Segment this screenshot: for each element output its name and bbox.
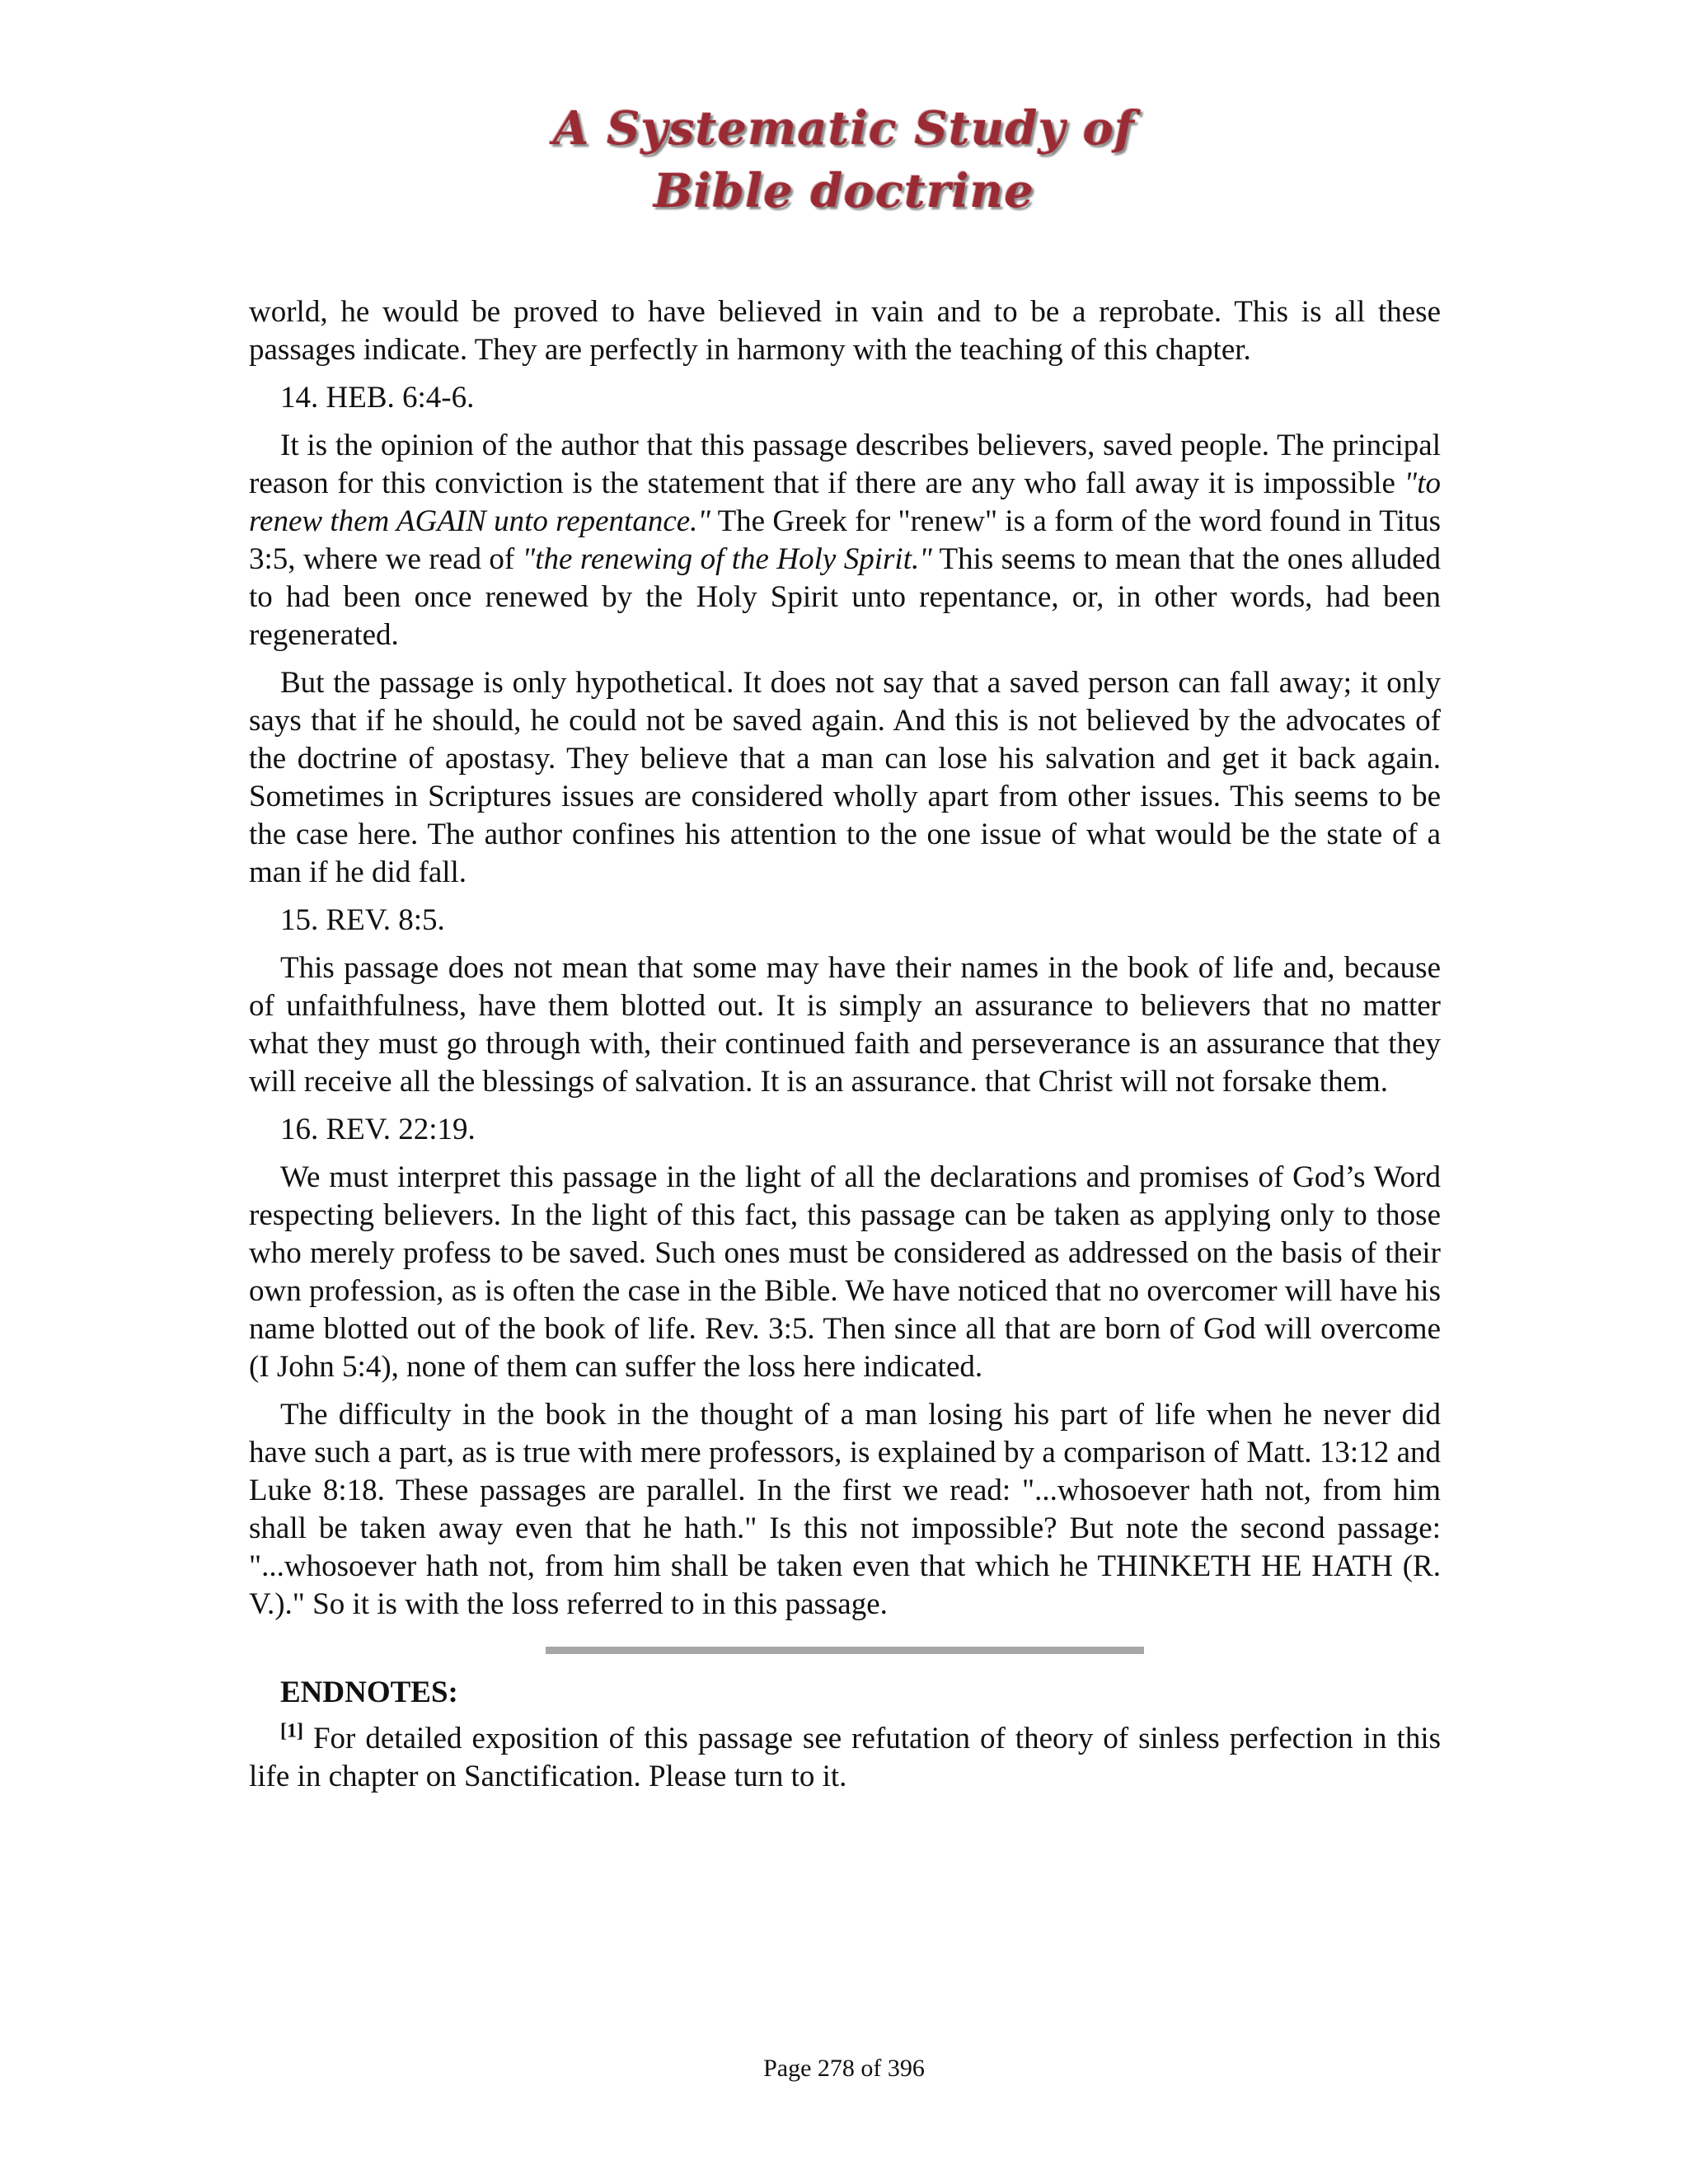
title-banner (0, 97, 1688, 223)
banner-line-1: A Systematic Study of (553, 101, 1135, 156)
banner-line-2: Bible doctrine (654, 164, 1034, 218)
paragraph-book-of-life: This passage does not mean that some may have their names in the book of life and, because of unfaithfulness, have them blotted out. It is simply an assurance to believers that no matter what they must go through with, their continued faith and perseverance is an assurance that they will receive all the blessings of salvation. It is an assurance. that Christ will not forsake them. (249, 951, 1441, 1099)
page-number: Page 278 of 396 (763, 2055, 925, 2082)
quote-italic: "the renewing of the Holy Spirit." (522, 542, 932, 576)
section-heading-15: 15. REV. 8:5. (280, 903, 445, 937)
paragraph-continuation: world, he would be proved to have believed in vain and to be a reprobate. This is all these passages indicate. They are perfectly in harmony with the teaching of this chapter. (249, 295, 1441, 367)
paragraph-text: It is the opinion of the author that this passage describes believers, saved people. The principal reason for this conviction is the statement that if there are any who fall away it is impossible (249, 429, 1441, 500)
endnote-text: For detailed exposition of this passage see refutation of theory of sinless perfection in this life in chapter on Sanctification. Please turn to it. (249, 1722, 1441, 1793)
horizontal-divider (546, 1647, 1144, 1654)
endnotes-heading: ENDNOTES: (280, 1675, 458, 1709)
section-heading-14: 14. HEB. 6:4-6. (280, 381, 475, 415)
paragraph-heb-opinion (249, 427, 1441, 654)
paragraph-interpret: We must interpret this passage in the light of all the declarations and promises of God’s Word respecting believers. In the light of this fact, this passage can be taken as applying only to those who merely profess to be saved. Such ones must be considered as addressed on the basis of their own profession, as is often the case in the Bible. We have noticed that no overcomer will have his name blotted out of the book of life. Rev. 3:5. Then since all that are born of God will overcome (I John 5:4), none of them can suffer the loss here indicated. (249, 1160, 1441, 1384)
paragraph-text: This seems to mean that the ones alluded to had been once renewed by the Holy Spirit unto repentance, or, in other words, had been regenerated. (249, 542, 1441, 652)
page-body (249, 293, 1441, 1806)
paragraph-text: The Greek for "renew" is a form of the word found in Titus 3:5, where we read of (249, 504, 1441, 576)
section-heading-16: 16. REV. 22:19. (280, 1113, 476, 1146)
endnote-marker-link[interactable]: [1] (280, 1720, 303, 1742)
quote-italic: "to renew them AGAIN unto repentance." (249, 466, 1441, 538)
endnote-1 (249, 1720, 1441, 1796)
paragraph-difficulty: The difficulty in the book in the thought of a man losing his part of life when he never did have such a part, as is true with mere professors, is explained by a comparison of Matt. 13:12 and Luke 8:18. These passages are parallel. In the first we read: "...whosoever hath not, from him shall be taken away even that he hath." Is this not impossible? But note the second passage: "...whosoever hath not, from him shall be taken even that which he THINKETH HE HATH (R. V.)." So it is with the loss referred to in this passage. (249, 1398, 1441, 1621)
paragraph-hypothetical: But the passage is only hypothetical. It does not say that a saved person can fall away; it only says that if he should, he could not be saved again. And this is not believed by the advocates of the doctrine of apostasy. They believe that a man can lose his salvation and get it back again. Sometimes in Scriptures issues are considered wholly apart from other issues. This seems to be the case here. The author confines his attention to the one issue of what would be the state of a man if he did fall. (249, 666, 1441, 889)
